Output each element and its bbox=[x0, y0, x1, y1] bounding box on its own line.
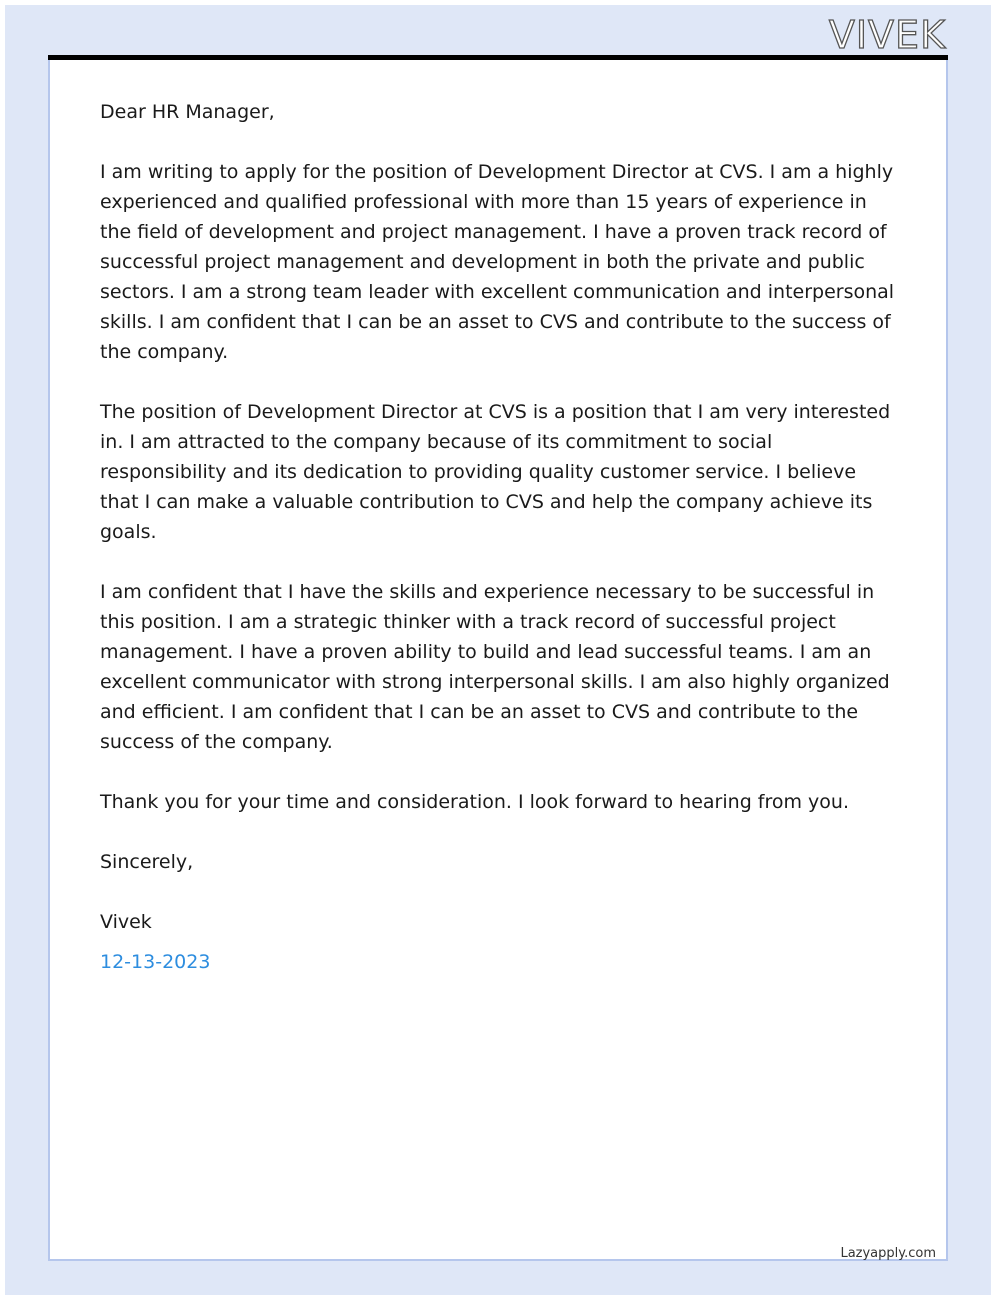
paragraph-interest: The position of Development Director at CVS is a position that I am very interested in. I am attracted to the company because of its commitment to social responsibility and its dedication to providing quality customer service. I believe that I can make a valuable contribution to CVS and help the company achieve its goals. bbox=[100, 401, 891, 543]
applicant-name-heading: VIVEK bbox=[828, 13, 946, 57]
closing: Sincerely, bbox=[100, 851, 194, 873]
paragraph-intro: I am writing to apply for the position of Development Director at CVS. I am a highly experienced and qualified professional with more than 15 years of experience in the field of development and project management. I have a proven track record of successful project management and development in both the private and public sectors. I am a strong team leader with excellent communication and interpersonal skills. I am confident that I can be an asset to CVS and contribute to the success of the company. bbox=[100, 161, 895, 363]
paragraph-thanks: Thank you for your time and consideration. I look forward to hearing from you. bbox=[100, 791, 849, 813]
footer-credit: Lazyapply.com bbox=[840, 1246, 936, 1261]
cover-letter-body bbox=[100, 97, 900, 977]
header-divider bbox=[48, 55, 948, 60]
salutation: Dear HR Manager, bbox=[100, 101, 275, 123]
signature: Vivek bbox=[100, 911, 152, 933]
letter-date: 12-13-2023 bbox=[100, 951, 211, 973]
paragraph-qualifications: I am confident that I have the skills and experience necessary to be successful in this position. I am a strategic thinker with a track record of successful project management. I have a proven ability to build and lead successful teams. I am an excellent communicator with strong interpersonal skills. I am also highly organized and efficient. I am confident that I can be an asset to CVS and contribute to the success of the company. bbox=[100, 581, 890, 753]
